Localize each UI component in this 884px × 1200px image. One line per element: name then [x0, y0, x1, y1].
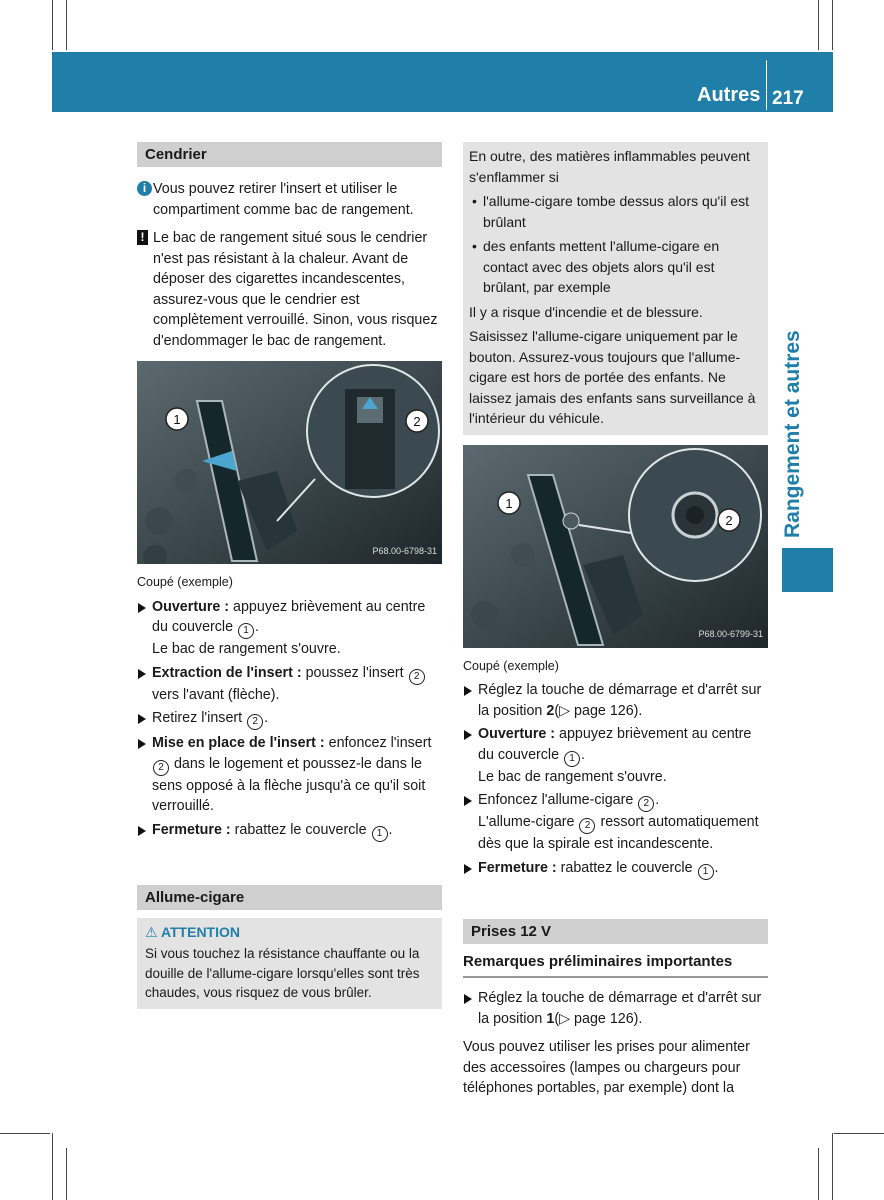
- side-tab-label: Rangement et autres: [781, 330, 804, 538]
- callout-ref: 1: [238, 623, 254, 639]
- box-intro: En outre, des matières inflammables peuvent s'enflammer si: [469, 148, 750, 185]
- step-text: .: [655, 792, 660, 808]
- photo-reference: P68.00-6798-31: [372, 545, 437, 556]
- step-text: .: [255, 619, 260, 635]
- sockets-paragraph: Vous pouvez utiliser les prises pour alimenter des accessoires (lampes ou chargeurs pour téléphones portables, par exemple) dont la: [463, 1039, 750, 1096]
- position-value: 2: [546, 702, 555, 719]
- box-advice: Saisissez l'allume-cigare uniquement par le bouton. Assurez-vous toujours que l'allume-cigare est hors de portée des enfants. Ne laissez jamais des enfants sans surveillance à l'intérieur du véhicule.: [469, 328, 756, 426]
- callout-ref: 2: [409, 669, 425, 685]
- box-bullet: • l'allume-cigare tombe dessus alors qu'il est brûlant: [469, 191, 762, 232]
- ashtray-photo: [137, 361, 442, 564]
- exclamation-icon: !: [137, 230, 148, 245]
- step-text: .: [264, 710, 269, 726]
- step-extract-insert: [137, 663, 442, 706]
- step-label: Fermeture :: [152, 821, 231, 838]
- callout-ref: 2: [638, 796, 654, 812]
- step-text: .: [714, 859, 719, 876]
- attention-box: [137, 918, 442, 1009]
- step-text: enfoncez l'insert: [324, 735, 432, 751]
- attention-heading: [145, 922, 434, 943]
- crop-mark: [834, 1133, 884, 1134]
- step-label: Mise en place de l'insert :: [152, 735, 325, 751]
- right-column: [463, 142, 768, 1099]
- step-label: Ouverture :: [478, 726, 556, 742]
- section-heading-ashtray: Cendrier: [137, 142, 442, 167]
- warning-note: [137, 228, 442, 351]
- crop-mark: [0, 1133, 50, 1134]
- ashtray-illustration: [137, 361, 442, 564]
- crop-mark: [818, 1148, 819, 1200]
- info-note: [137, 179, 442, 220]
- position-value: 1: [546, 1010, 555, 1027]
- step-close: [463, 858, 768, 880]
- step-result: ressort automatiquement dès que la spirale est incandescente.: [478, 814, 759, 852]
- step-text: vers l'avant (flèche).: [152, 686, 280, 703]
- subheading-preliminary: Remarques préliminaires importantes: [463, 952, 768, 979]
- crop-mark: [66, 0, 67, 50]
- warning-triangle-icon: ⚠: [145, 923, 158, 940]
- step-insert-insert: [137, 733, 442, 817]
- crop-mark: [818, 0, 819, 50]
- attention-label: ATTENTION: [160, 923, 241, 940]
- page-number: 217: [772, 88, 804, 109]
- crop-mark: [832, 0, 833, 50]
- step-text: rabattez le couvercle: [556, 859, 697, 876]
- step-push-lighter: [463, 790, 768, 855]
- step-result: Le bac de rangement s'ouvre.: [152, 641, 341, 657]
- photo-caption: Coupé (exemple): [137, 575, 233, 589]
- step-result: L'allume-cigare: [478, 814, 579, 830]
- side-tab-marker: [782, 548, 833, 592]
- step-text: Réglez la touche de démarrage et d'arrêt sur la position: [478, 990, 762, 1027]
- photo-reference: P68.00-6799-31: [698, 629, 763, 639]
- box-risk: Il y a risque d'incendie et de blessure.: [469, 303, 703, 320]
- info-icon: i: [137, 181, 152, 196]
- callout-ref: 1: [372, 826, 388, 842]
- step-label: Extraction de l'insert :: [152, 664, 302, 681]
- photo-caption: Coupé (exemple): [463, 658, 559, 673]
- step-close: [137, 820, 442, 842]
- section-heading-lighter: Allume-cigare: [137, 885, 442, 910]
- step-text: dans le logement et poussez-le dans le sens opposé à la flèche jusqu'à ce qu'il soit verrouillé.: [152, 755, 426, 814]
- step-label: Ouverture :: [152, 598, 230, 615]
- callout-ref: 1: [564, 751, 580, 767]
- step-ignition-position: [463, 680, 768, 721]
- step-text: .: [581, 746, 586, 763]
- callout-ref: 2: [579, 818, 595, 834]
- step-text: Enfoncez l'allume-cigare: [478, 792, 638, 808]
- lighter-photo: [463, 445, 768, 648]
- step-ignition-position: [463, 988, 768, 1029]
- page-title: Autres: [697, 84, 761, 106]
- warning-note-text: Le bac de rangement situé sous le cendrier n'est pas résistant à la chaleur. Avant de déposer des cigarettes incandescentes, assurez-vous que le cendrier est complètement verrouillé. Sinon, vous risquez d'endommager le bac de rangement.: [153, 230, 438, 349]
- step-remove-insert: [137, 708, 442, 730]
- step-text: rabattez le couvercle: [230, 821, 371, 838]
- step-text: appuyez brièvement au centre du couvercle: [478, 726, 752, 763]
- info-note-text: Vous pouvez retirer l'insert et utiliser le compartiment comme bac de rangement.: [153, 181, 414, 218]
- callout-ref: 1: [698, 864, 714, 880]
- crop-mark: [66, 1148, 67, 1200]
- step-text: Réglez la touche de démarrage et d'arrêt sur la position: [478, 682, 762, 719]
- callout-2: 2: [413, 414, 421, 429]
- crop-mark: [832, 1133, 833, 1200]
- step-open: [463, 724, 768, 787]
- box-bullet: • des enfants mettent l'allume-cigare en contact avec des objets alors qu'il est brûlant, par exemple: [469, 236, 762, 298]
- warning-continued-box: [463, 142, 768, 435]
- callout-1: 1: [505, 495, 513, 511]
- step-result: Le bac de rangement s'ouvre.: [478, 768, 667, 785]
- step-text: poussez l'insert: [301, 664, 408, 681]
- attention-text: Si vous touchez la résistance chauffante ou la douille de l'allume-cigare lorsqu'elles sont très chaudes, vous risquez de vous brûler.: [145, 946, 420, 1000]
- crop-mark: [52, 1133, 53, 1200]
- step-text: appuyez brièvement au centre du couvercle: [152, 598, 426, 635]
- callout-ref: 2: [247, 714, 263, 730]
- page-reference: (▷ page 126).: [554, 1010, 643, 1027]
- step-text: .: [388, 821, 393, 838]
- section-heading-sockets: Prises 12 V: [463, 919, 768, 944]
- step-text: Retirez l'insert: [152, 710, 247, 726]
- step-label: Fermeture :: [478, 859, 557, 876]
- callout-2: 2: [725, 512, 733, 528]
- callout-ref: 2: [153, 760, 169, 776]
- lighter-illustration: [463, 445, 768, 648]
- crop-mark: [52, 0, 53, 50]
- step-open: [137, 597, 442, 660]
- callout-1: 1: [173, 412, 181, 427]
- left-column: [137, 142, 442, 1009]
- page-reference: (▷ page 126).: [554, 702, 643, 719]
- header-divider: [766, 60, 767, 110]
